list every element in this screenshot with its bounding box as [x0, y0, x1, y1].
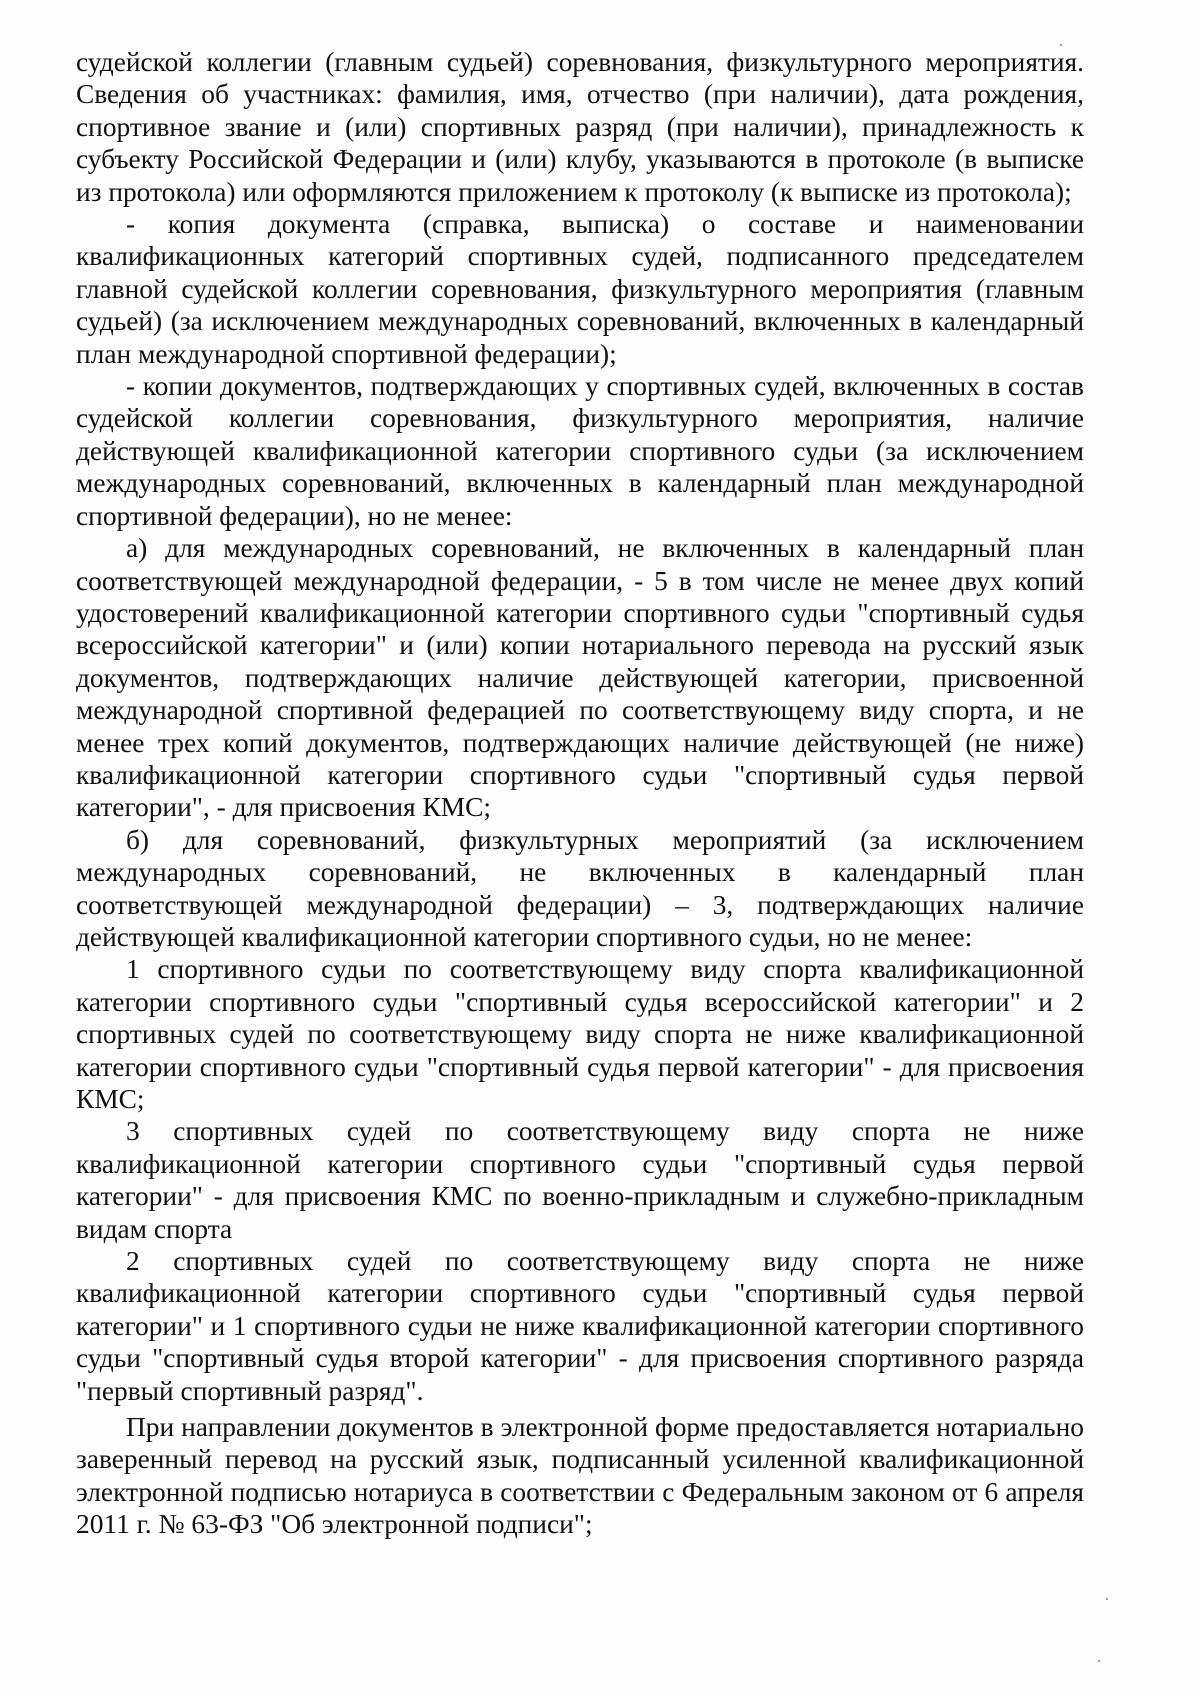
scan-speck: [1106, 1598, 1108, 1600]
paragraph-item-b-competitions: б) для соревнований, физкультурных мероприятий (за исключением международных соревнований, не включенных в календарный план соответствующей международной федерации) – 3, подтверждающих наличие действующей квалификационной категории спортивного судьи, но не менее:: [76, 824, 1084, 952]
paragraph-electronic-form: При направлении документов в электронной форме предоставляется нотариально заверенный перевод на русский язык, подписанный усиленной квалификационной электронной подписью нотариуса в соответствии с Федеральным законом от 6 апреля 2011 г. № 63-ФЗ "Об электронной подписи";: [76, 1412, 1084, 1540]
paragraph-participants-continuation: судейской коллегии (главным судьей) соревнования, физкультурного мероприятия. Сведения об участниках: фамилия, имя, отчество (при наличии), дата рождения, спортивное звание и (или) спортивных разряд (при наличии), принадлежность к субъекту Российской Федерации и (или) клубу, указываются в протоколе (в выписке из протокола) или оформляются приложением к протоколу (к выписке из протокола);: [76, 47, 1084, 207]
paragraph-item-a-international: а) для международных соревнований, не включенных в календарный план соответствующей международной федерации, - 5 в том числе не менее двух копий удостоверений квалификационной категории спортивного судьи "спортивный судья всероссийской категории" и (или) копии нотариального перевода на русский язык документов, подтверждающих наличие действующей категории, присвоенной международной спортивной федерацией по соответствующему виду спорта, и не менее трех копий документов, подтверждающих наличие действующей (не ниже) квалификационной категории спортивного судьи "спортивный судья первой категории", - для присвоения КМС;: [76, 533, 1084, 823]
scan-speck: [1098, 1660, 1100, 1662]
paragraph-three-judges-military: 3 спортивных судей по соответствующему виду спорта не ниже квалификационной категории спортивного судьи "спортивный судья первой категории" - для присвоения КМС по военно-прикладным и служебно-прикладным видам спорта: [76, 1116, 1084, 1244]
document-body: [76, 46, 1084, 1541]
paragraph-judges-composition-copy: - копия документа (справка, выписка) о составе и наименовании квалификационных категорий спортивных судей, подписанного председателем главной судейской коллегии соревнования, физкультурного мероприятия (главным судьей) (за исключением международных соревнований, включенных в календарный план международной спортивной федерации);: [76, 209, 1084, 369]
paragraph-judges-category-copies: - копии документов, подтверждающих у спортивных судей, включенных в состав судейской коллегии соревнования, физкультурного мероприятия, наличие действующей квалификационной категории спортивного судьи (за исключением международных соревнований, включенных в календарный план международной спортивной федерации), но не менее:: [76, 371, 1084, 531]
paragraph-one-judge-kms: 1 спортивного судьи по соответствующему виду спорта квалификационной категории спортивного судьи "спортивный судья всероссийской категории" и 2 спортивных судей по соответствующему виду спорта не ниже квалификационной категории спортивного судьи "спортивный судья первой категории" - для присвоения КМС;: [76, 954, 1084, 1114]
paragraph-two-judges-first-rank: 2 спортивных судей по соответствующему виду спорта не ниже квалификационной категории спортивного судьи "спортивный судья первой категории" и 1 спортивного судьи не ниже квалификационной категории спортивного судьи "спортивный судья второй категории" - для присвоения спортивного разряда "первый спортивный разряд".: [76, 1246, 1084, 1406]
scan-speck: [1060, 44, 1062, 46]
